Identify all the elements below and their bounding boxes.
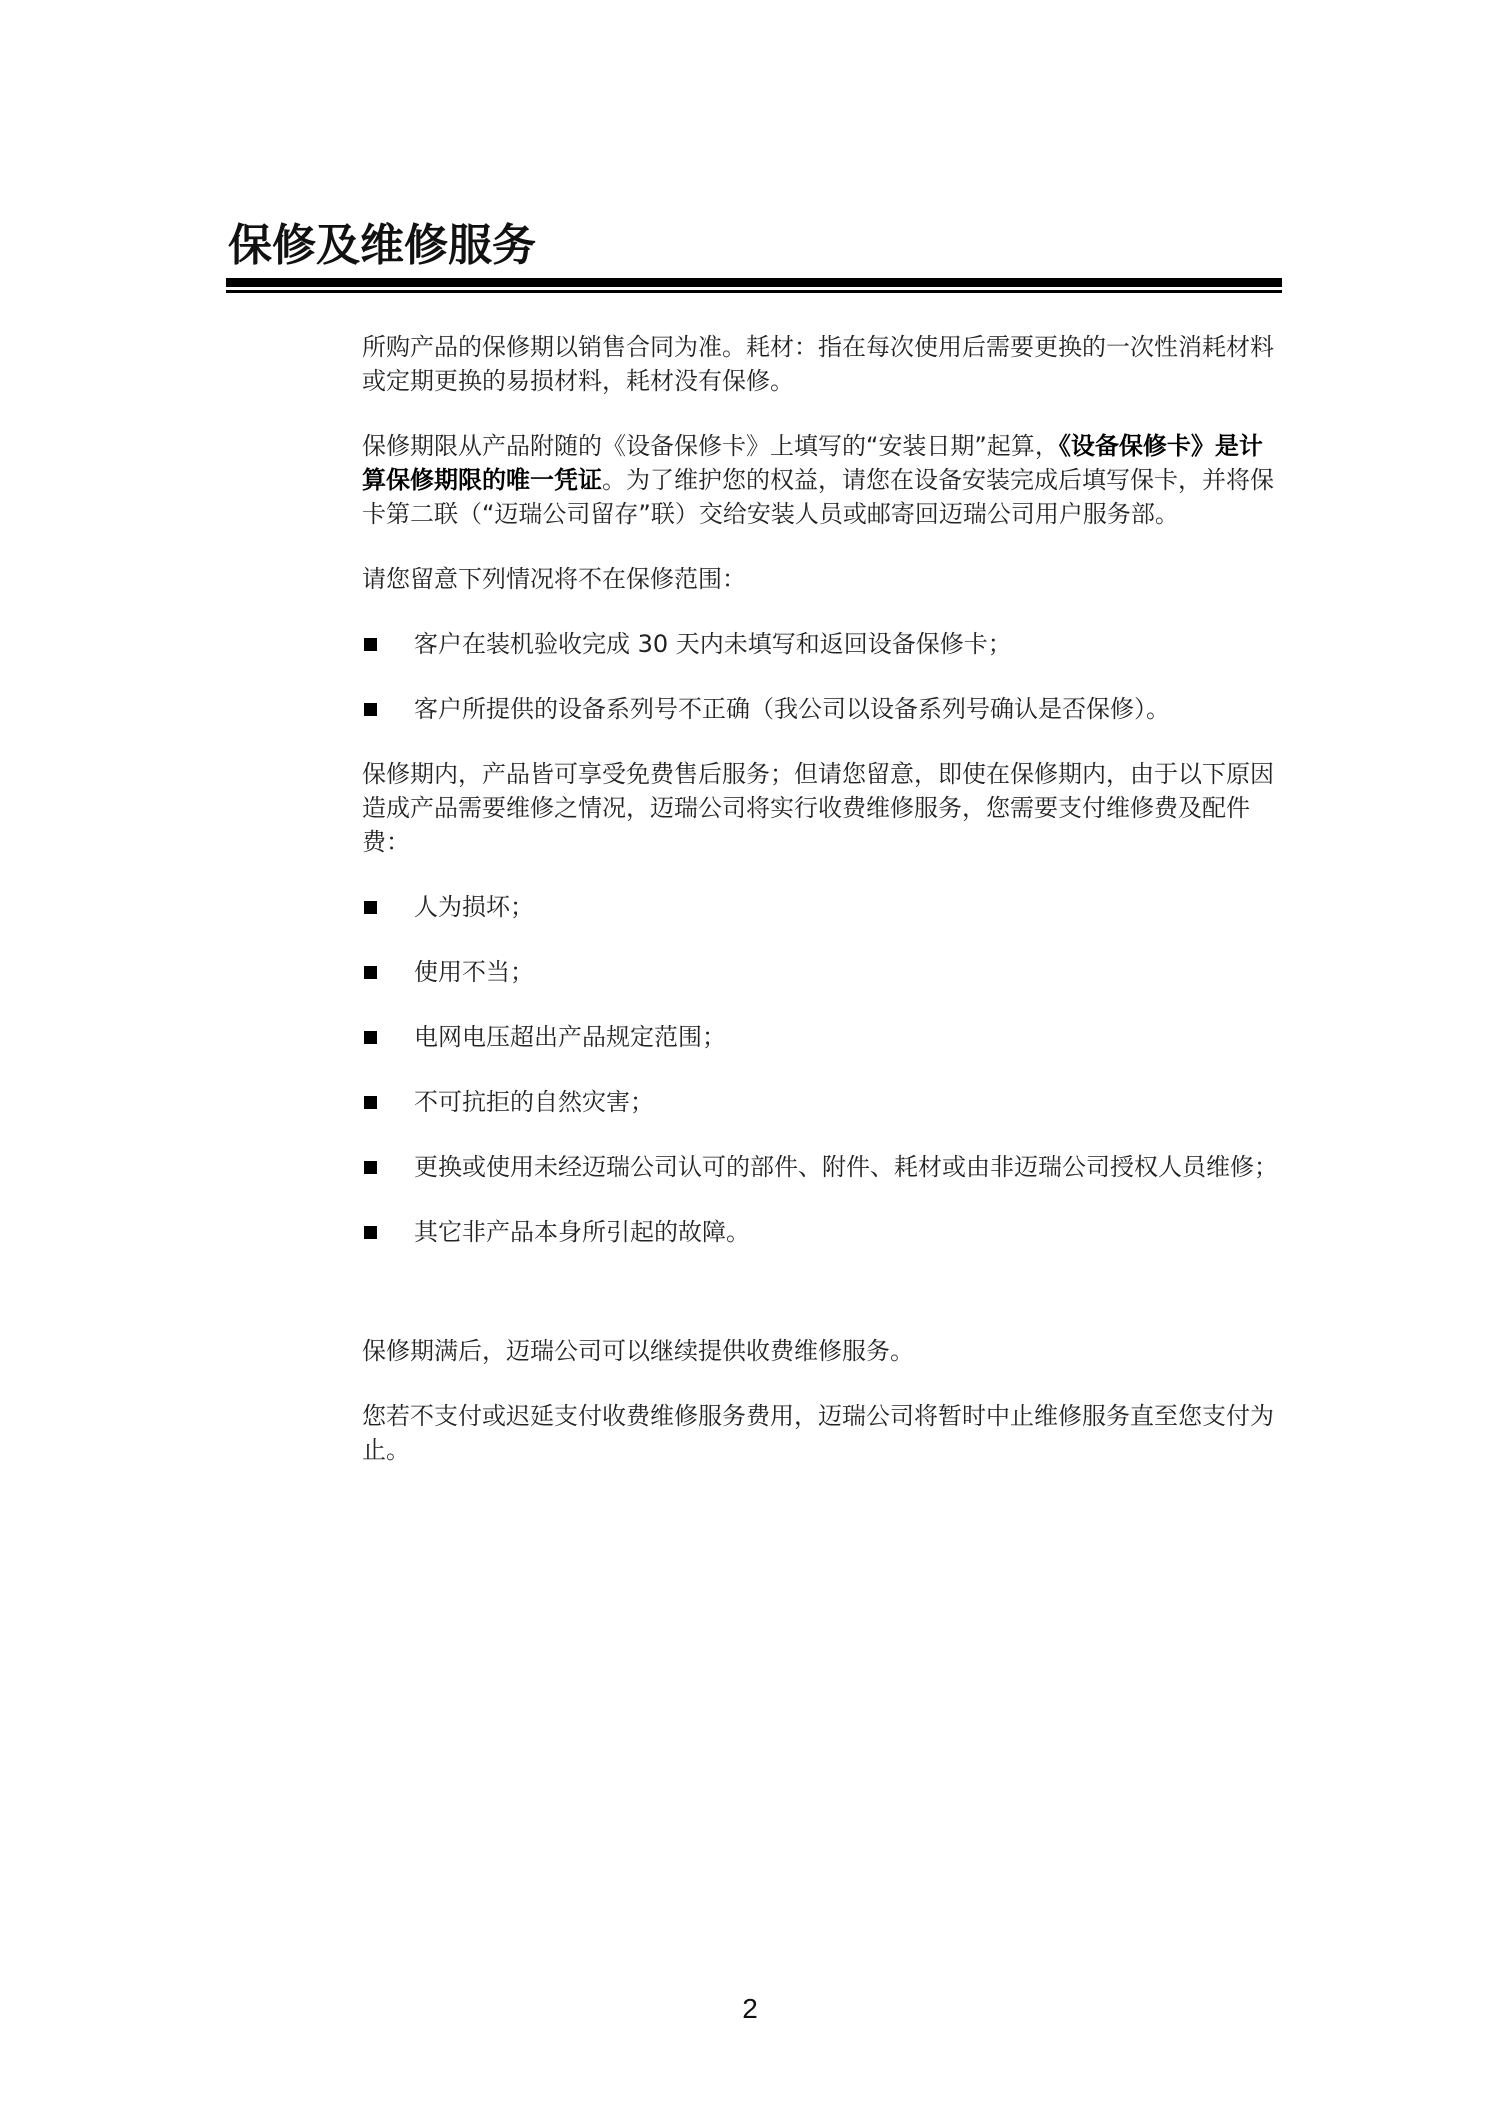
page-title: 保修及维修服务 <box>228 220 536 271</box>
paid-repair-item-text: 电网电压超出产品规定范围； <box>414 1023 726 1051</box>
paid-repair-intro: 保修期内，产品皆可享受免费售后服务；但请您留意，即使在保修期内，由于以下原因造成产品需要维修之情况，迈瑞公司将实行收费维修服务，您需要支付维修费及配件费： <box>362 760 1274 856</box>
paid-repair-item <box>362 1085 1280 1119</box>
page-number: 2 <box>742 1993 758 2024</box>
section-spacer <box>362 1280 1280 1334</box>
square-bullet-icon <box>364 1096 377 1109</box>
square-bullet-icon <box>364 966 377 979</box>
warranty-content <box>362 330 1280 1498</box>
paid-repair-item <box>362 1020 1280 1054</box>
paid-repair-item-text: 不可抗拒的自然灾害； <box>414 1088 654 1116</box>
post-warranty-paragraph: 保修期满后，迈瑞公司可以继续提供收费维修服务。 <box>362 1337 914 1365</box>
paid-repair-item <box>362 890 1280 924</box>
exclusion-item <box>362 692 1280 726</box>
warranty-card-text-end: 。为了维护您的权益，请您在设备安装完成后填写保卡，并将保卡第二联（“迈瑞公司留存”联）交给安装人员或邮寄回迈瑞公司用户服务部。 <box>362 466 1274 528</box>
warranty-card-emphasis: 《设备保修卡》是计算保修期限的唯一凭证 <box>362 432 1263 494</box>
square-bullet-icon <box>364 703 377 716</box>
square-bullet-icon <box>364 638 377 651</box>
paid-repair-item <box>362 1215 1280 1249</box>
title-rule-thin <box>226 290 1282 293</box>
exclusion-item-text: 客户所提供的设备系列号不正确（我公司以设备系列号确认是否保修）。 <box>414 695 1170 723</box>
square-bullet-icon <box>364 1031 377 1044</box>
exclusions-intro: 请您留意下列情况将不在保修范围： <box>362 565 746 593</box>
square-bullet-icon <box>364 901 377 914</box>
paid-repair-item-text: 人为损坏； <box>414 893 534 921</box>
square-bullet-icon <box>364 1161 377 1174</box>
paid-repair-item <box>362 1150 1280 1184</box>
paid-repair-item-text: 使用不当； <box>414 958 534 986</box>
paid-repair-item-text: 其它非产品本身所引起的故障。 <box>414 1218 750 1246</box>
exclusion-item <box>362 627 1280 661</box>
paid-repair-item <box>362 955 1280 989</box>
title-rule-thick <box>226 278 1282 287</box>
square-bullet-icon <box>364 1226 377 1239</box>
warranty-card-text-start: 保修期限从产品附随的《设备保修卡》上填写的“安装日期”起算， <box>362 432 1059 460</box>
warranty-period-paragraph: 所购产品的保修期以销售合同为准。耗材：指在每次使用后需要更换的一次性消耗材料或定期更换的易损材料，耗材没有保修。 <box>362 333 1274 395</box>
exclusion-item-text: 客户在装机验收完成 30 天内未填写和返回设备保修卡； <box>414 630 1012 658</box>
payment-suspension-paragraph: 您若不支付或迟延支付收费维修服务费用，迈瑞公司将暂时中止维修服务直至您支付为止。 <box>362 1402 1274 1464</box>
warranty-card-paragraph <box>362 429 1280 531</box>
paid-repair-item-text: 更换或使用未经迈瑞公司认可的部件、附件、耗材或由非迈瑞公司授权人员维修； <box>414 1153 1278 1181</box>
